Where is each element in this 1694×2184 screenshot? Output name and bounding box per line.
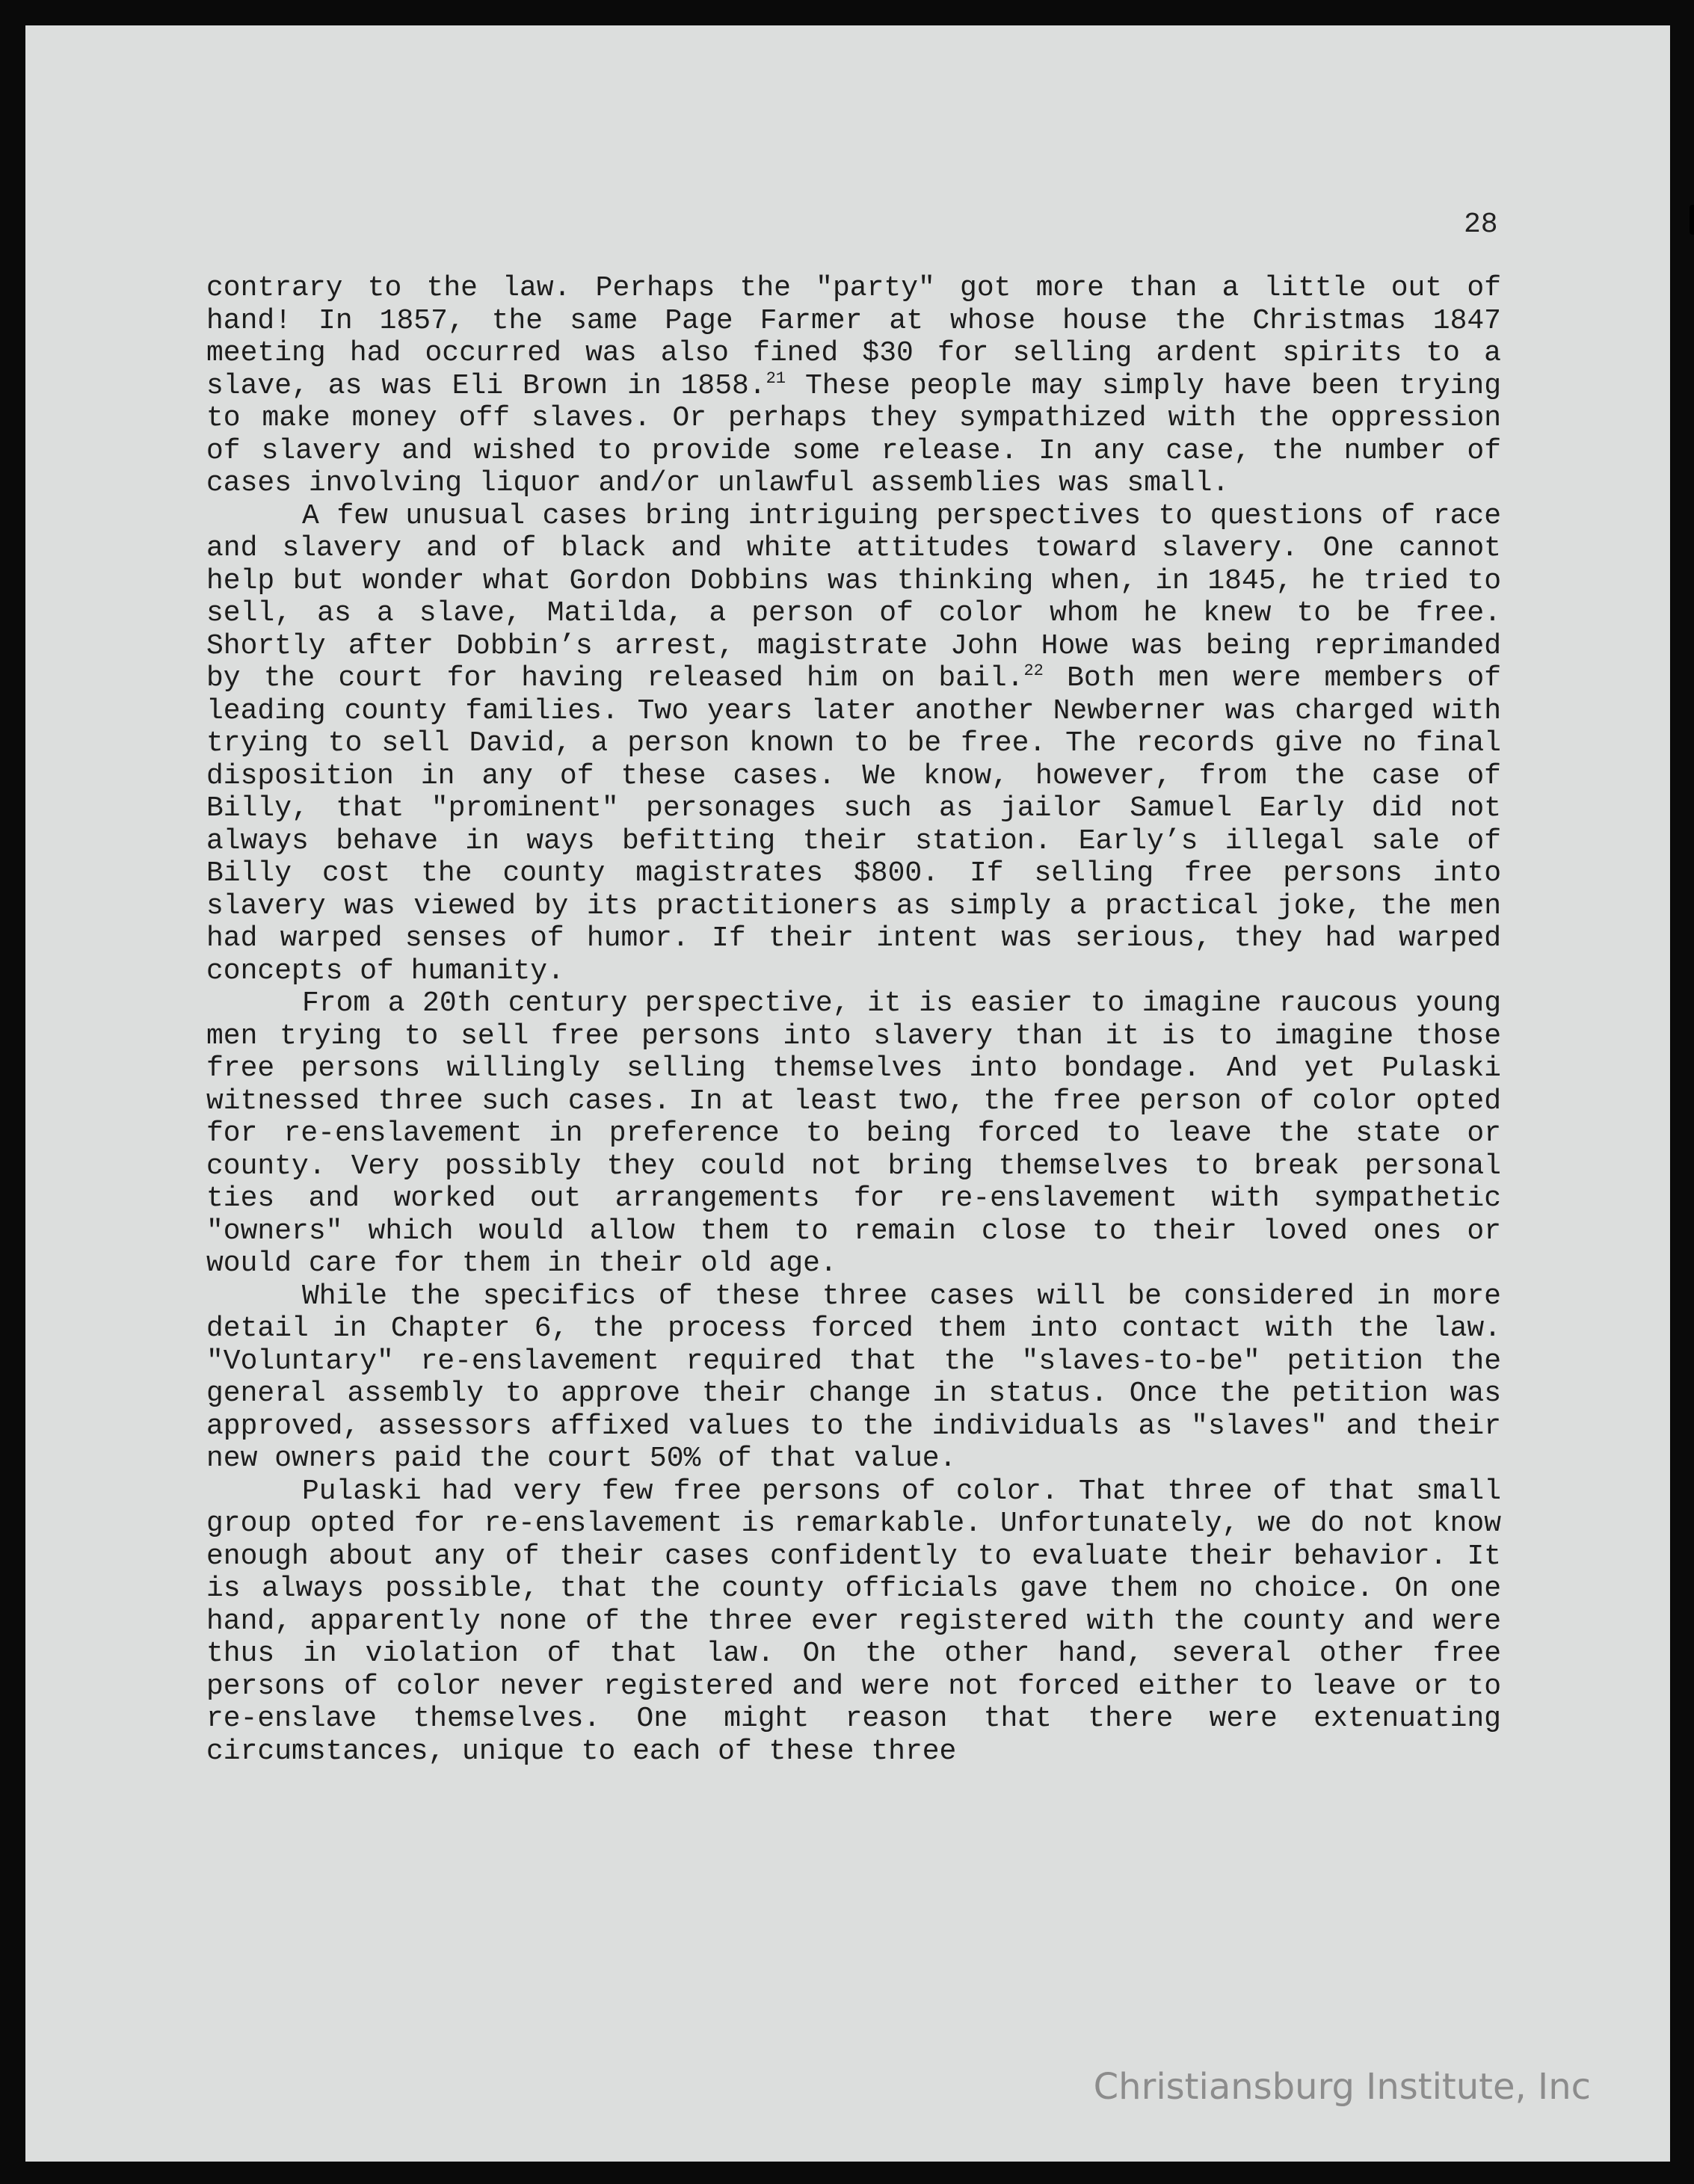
paragraph [206, 500, 1501, 988]
footnote-marker: 22 [1023, 661, 1044, 680]
document-page [25, 25, 1670, 2162]
paragraph [206, 1280, 1501, 1475]
footnote-marker: 21 [766, 368, 786, 388]
paragraph [206, 987, 1501, 1280]
page-number: 28 [1464, 209, 1498, 241]
paragraph-text: A few unusual cases bring intriguing perspectives to questions of race and slavery and of black and white attitudes toward slavery. One cannot help but wonder what Gordon Dobbins was thinking when, in 1845, he tried to sell, as a slave, Matilda, a person of color whom he knew to be free. Shortly after Dobbin’s arrest, magistrate John Howe was being reprimanded by the court for having released him on bail. [206, 499, 1501, 694]
paragraph-text: From a 20th century perspective, it is easier to imagine raucous young men trying to sell free persons into slavery than it is to imagine those free persons willingly selling themselves into bondage. And yet Pulaski witnessed three such cases. In at least two, the free person of color opted for re-enslavement in preference to being forced to leave the state or county. Very possibly they could not bring themselves to break personal ties and worked out arrangements for re-enslavement with sympathetic "owners" which would allow them to remain close to their loved ones or would care for them in their old age. [206, 987, 1501, 1280]
paragraph [206, 1475, 1501, 1768]
body-text [206, 272, 1501, 1768]
scan-edge-mark [1690, 205, 1694, 235]
watermark-text: Christiansburg Institute, Inc [1093, 2066, 1591, 2108]
paragraph [206, 272, 1501, 500]
paragraph-text: These people may simply have been trying to make money off slaves. Or perhaps they sympathized with the oppression of slavery and wished to provide some release. In any case, the number of cases involving liquor and/or unlawful assemblies was small. [206, 369, 1502, 499]
paragraph-text: contrary to the law. Perhaps the "party" got more than a little out of hand! In 1857, the same Page Farmer at whose house the Christmas 1847 meeting had occurred was also fined $30 for selling ardent spirits to a slave, as was Eli Brown in 1858. [206, 272, 1501, 402]
paragraph-text: Pulaski had very few free persons of color. That three of that small group opted for re-enslavement is remarkable. Unfortunately, we do not know enough about any of their cases confidently to evaluate their behavior. It is always possible, that the county officials gave them no choice. On one hand, apparently none of the three ever registered with the county and were thus in violation of that law. On the other hand, several other free persons of color never registered and were not forced either to leave or to re-enslave themselves. One might reason that there were extenuating circumstances, unique to each of these three [206, 1475, 1501, 1768]
paragraph-text: While the specifics of these three cases will be considered in more detail in Chapter 6, the process forced them into contact with the law. "Voluntary" re-enslavement required that the "slaves-to-be" petition the general assembly to approve their change in status. Once the petition was approved, assessors affixed values to the individuals as "slaves" and their new owners paid the court 50% of that value. [206, 1280, 1501, 1475]
paragraph-text: Both men were members of leading county families. Two years later another Newberner was charged with trying to sell David, a person known to be free. The records give no final disposition in any of these cases. We know, however, from the case of Billy, that "prominent" personages such as jailor Samuel Early did not always behave in ways befitting their station. Early’s illegal sale of Billy cost the county magistrates $800. If selling free persons into slavery was viewed by its practitioners as simply a practical joke, the men had warped senses of humor. If their intent was serious, they had warped concepts of humanity. [206, 662, 1502, 987]
